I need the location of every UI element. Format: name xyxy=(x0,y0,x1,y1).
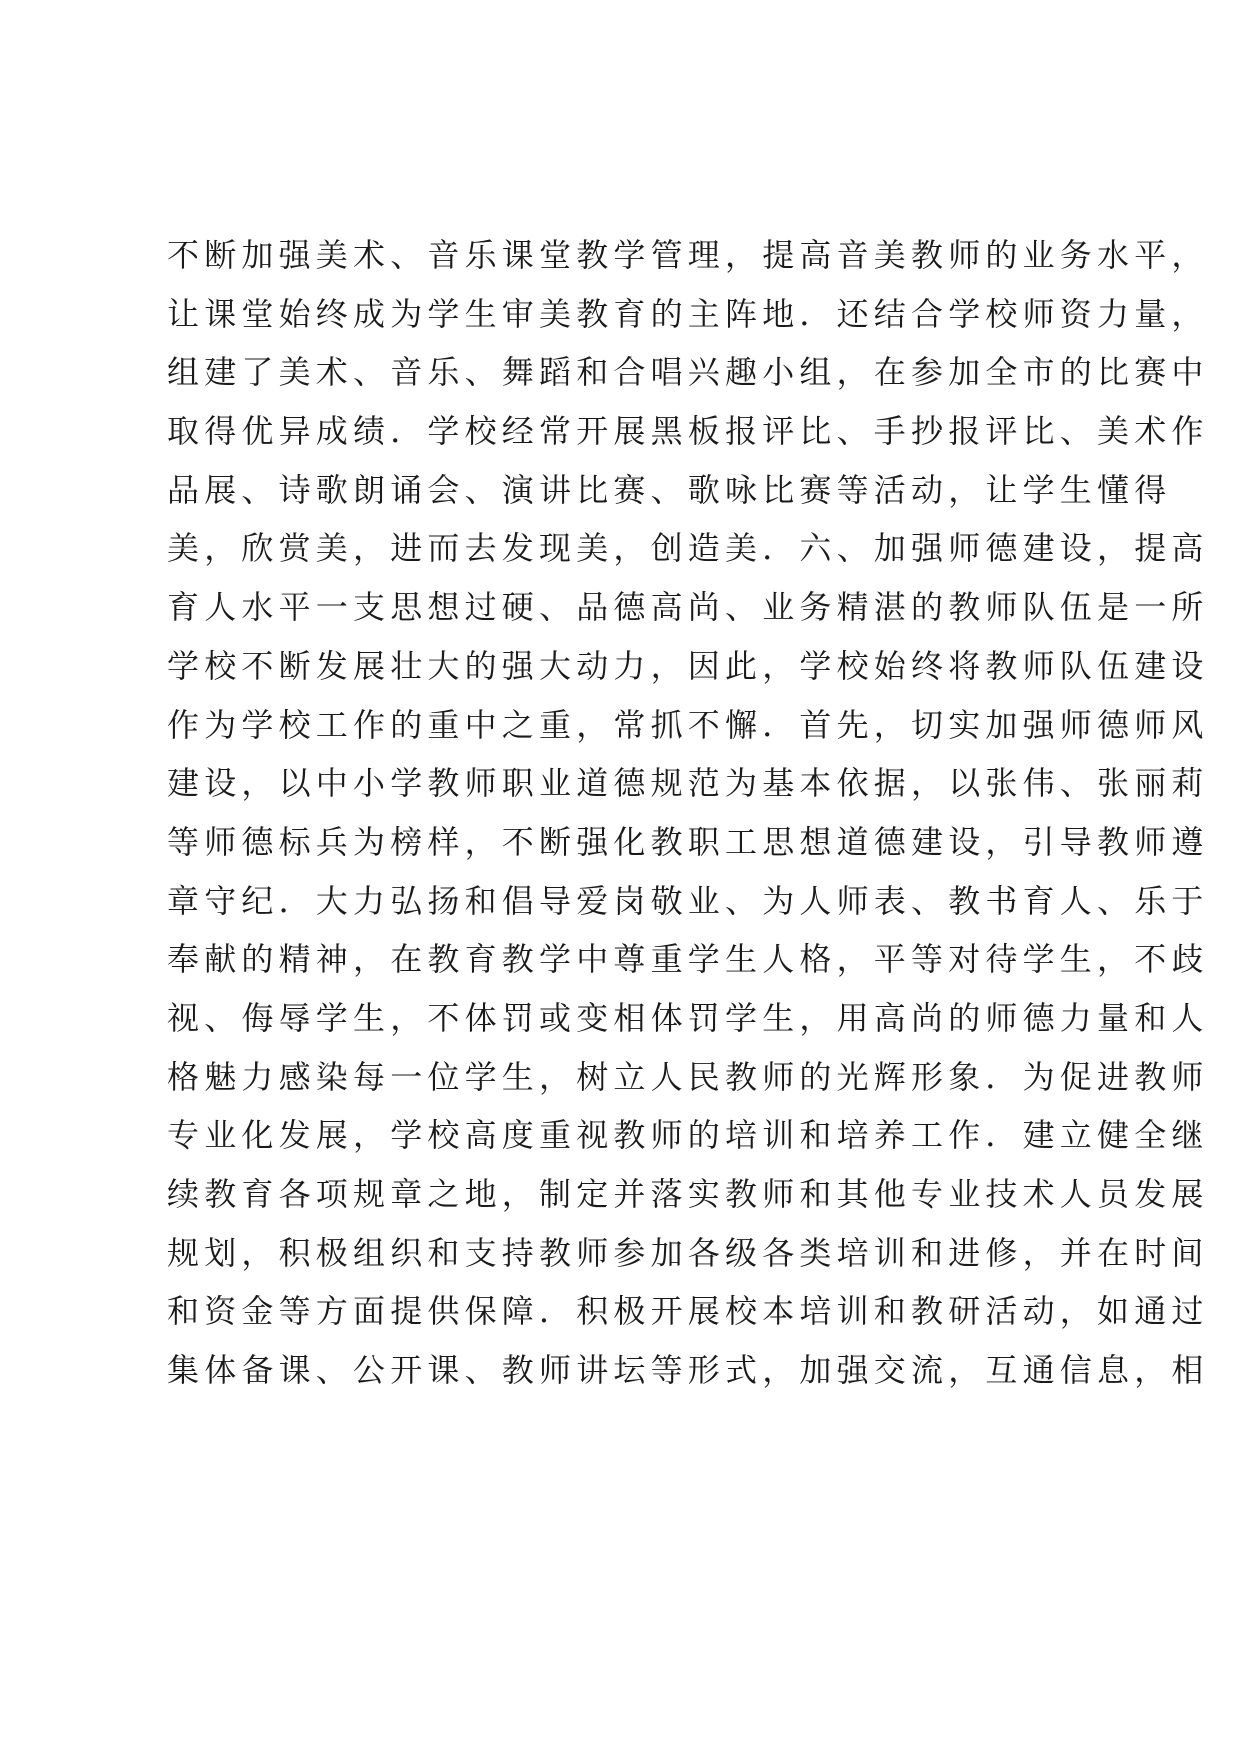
text-line: 学校不断发展壮大的强大动力，因此，学校始终将教师队伍建设 xyxy=(167,646,1209,685)
text-line: 和资金等方面提供保障．积极开展校本培训和教研活动，如通过 xyxy=(167,1292,1209,1331)
text-line: 集体备课、公开课、教师讲坛等形式，加强交流，互通信息，相 xyxy=(167,1351,1209,1390)
text-line: 让课堂始终成为学生审美教育的主阵地．还结合学校师资力量， xyxy=(167,294,1209,333)
text-line: 规划，积极组织和支持教师参加各级各类培训和进修，并在时间 xyxy=(167,1233,1209,1272)
text-line: 取得优异成绩．学校经常开展黑板报评比、手抄报评比、美术作 xyxy=(167,412,1209,451)
text-line: 奉献的精神，在教育教学中尊重学生人格，平等对待学生，不歧 xyxy=(167,940,1209,979)
text-line: 格魅力感染每一位学生，树立人民教师的光辉形象．为促进教师 xyxy=(167,1057,1209,1096)
body-text xyxy=(167,226,1209,1400)
text-line: 建设，以中小学教师职业道德规范为基本依据，以张伟、张丽莉 xyxy=(167,764,1209,803)
text-line: 美，欣赏美，进而去发现美，创造美．六、加强师德建设，提高 xyxy=(167,529,1209,568)
text-line: 组建了美术、音乐、舞蹈和合唱兴趣小组，在参加全市的比赛中 xyxy=(167,353,1209,392)
text-line: 不断加强美术、音乐课堂教学管理，提高音美教师的业务水平， xyxy=(167,236,1209,274)
text-line: 品展、诗歌朗诵会、演讲比赛、歌咏比赛等活动，让学生懂得 xyxy=(167,470,1172,509)
text-line: 育人水平一支思想过硬、品德高尚、业务精湛的教师队伍是一所 xyxy=(167,588,1209,627)
text-line: 视、侮辱学生，不体罚或变相体罚学生，用高尚的师德力量和人 xyxy=(167,998,1209,1037)
text-line: 作为学校工作的重中之重，常抓不懈．首先，切实加强师德师风 xyxy=(167,705,1209,744)
text-line: 章守纪．大力弘扬和倡导爱岗敬业、为人师表、教书育人、乐于 xyxy=(167,881,1209,920)
text-line: 续教育各项规章之地，制定并落实教师和其他专业技术人员发展 xyxy=(167,1175,1209,1213)
text-line: 专业化发展，学校高度重视教师的培训和培养工作．建立健全继 xyxy=(167,1116,1209,1155)
text-line: 等师德标兵为榜样，不断强化教职工思想道德建设，引导教师遵 xyxy=(167,822,1209,861)
